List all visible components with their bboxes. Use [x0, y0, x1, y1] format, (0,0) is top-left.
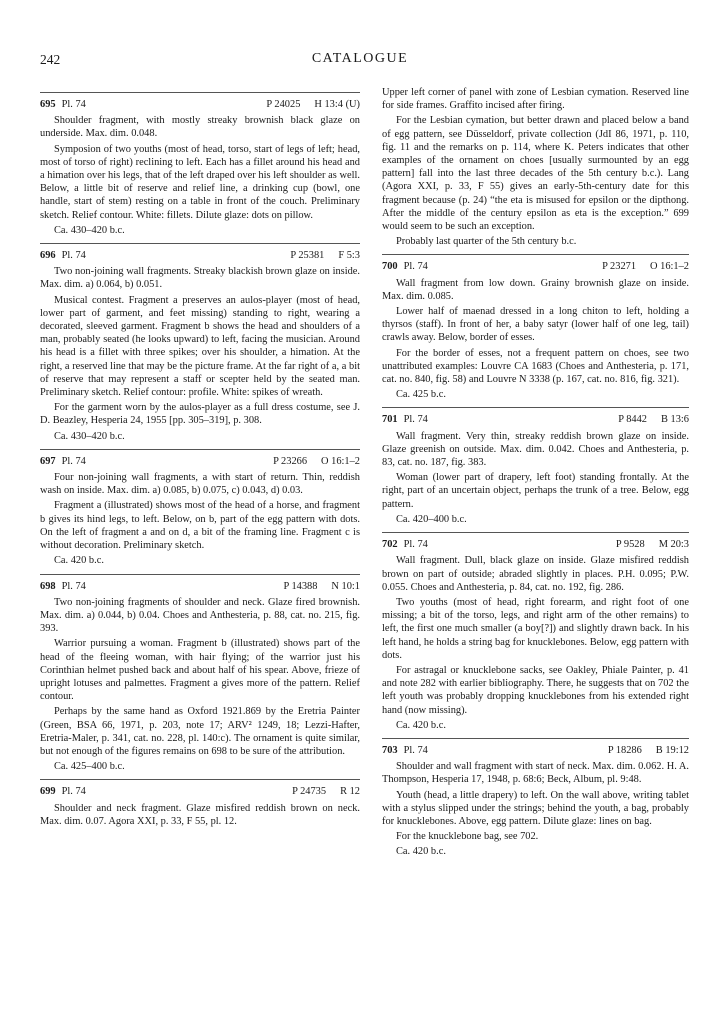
entry-id — [40, 249, 86, 262]
inventory-number: P 8442 — [618, 414, 647, 426]
entry-header — [382, 260, 689, 273]
entry-divider — [40, 779, 360, 780]
entry-paragraph: Probably last quarter of the 5th century b.c. — [396, 236, 577, 248]
deposit-ref: M 20:3 — [658, 539, 689, 551]
entry-id — [382, 538, 428, 551]
entry-paragraph: Two youths (most of head, right forearm, and right foot of one missing; a bit of the torso, legs, and right arm of the other remains) to left, the first one much smaller (a boy[?]) and slightly drawn back. In his left hand, he holds a string bag for knucklebones. Below, egg pattern with dots. — [382, 596, 689, 661]
entry-number: 698 — [40, 580, 56, 592]
entry-refs — [290, 249, 360, 262]
entry-header — [382, 744, 689, 757]
entry-refs — [283, 580, 360, 593]
entry-id — [40, 455, 86, 468]
entry-divider — [40, 92, 360, 93]
catalogue-entry — [382, 407, 689, 526]
entry-number: 697 — [40, 455, 56, 467]
entry-divider — [382, 254, 689, 255]
entry-id — [40, 785, 86, 798]
entry-refs — [266, 98, 360, 111]
entry-refs — [608, 744, 689, 757]
entry-plate: Pl. 74 — [61, 580, 86, 592]
entry-divider — [382, 532, 689, 533]
deposit-ref: B 13:6 — [660, 414, 689, 426]
inventory-number: P 24735 — [292, 786, 327, 798]
entry-paragraph: Youth (head, a little drapery) to left. On the wall above, writing tablet with a stylus slipped under the strings; behind the youth, a bag, probably for knucklebones. Above, egg pattern. Dilute glaze: lines on bag. — [382, 789, 689, 827]
entry-paragraph: For the Lesbian cymation, but better drawn and placed below a band of egg pattern, see Düsseldorf, private collection (JdI 86, 1971, p. 110, fig. 11 and the remarks on p. 114, where K. Peters indicates that other examples of the ornament on choes [usually surmounted by an egg pattern] fall into the last three decades of the 5th century b.c.). Lang (Agora XXI, p. 33, F 55) gives an early-5th-century date for this fragment because (p. 24) “the eta is misused for epsilon or the dipthong. After the middle of the century epsilon as eta is the exception.” 699 would seem to be such an exception. — [382, 115, 689, 233]
deposit-ref: F 5:3 — [338, 250, 360, 262]
entry-number: 702 — [382, 539, 398, 551]
entry-paragraph: Woman (lower part of drapery, left foot) standing frontally. At the right, part of an uncertain object, perhaps the trunk of a tree. Below, egg pattern. — [382, 472, 689, 510]
entry-date: Ca. 430–420 b.c. — [54, 430, 125, 442]
entry-paragraph: Two non-joining wall fragments. Streaky blackish brown glaze on inside. Max. dim. a) 0.064, b) 0.051. — [40, 266, 360, 291]
entry-plate: Pl. 74 — [403, 414, 428, 426]
entry-date: Ca. 420–400 b.c. — [396, 513, 467, 525]
entry-plate: Pl. 74 — [403, 261, 428, 273]
entry-paragraph: Shoulder fragment, with mostly streaky brownish black glaze on underside. Max. dim. 0.048. — [40, 115, 360, 140]
entry-paragraph: Two non-joining fragments of shoulder and neck. Glaze fired brownish. Max. dim. a) 0.044, b) 0.04. Choes and Anthesteria, p. 88, cat. no. 215, fig. 393. — [40, 596, 360, 635]
deposit-ref: H 13:4 (U) — [314, 99, 360, 110]
running-head: CATALOGUE — [311, 51, 409, 66]
entry-divider — [382, 407, 689, 408]
inventory-number: P 14388 — [283, 580, 318, 592]
deposit-ref: N 10:1 — [331, 580, 360, 592]
entry-number: 701 — [382, 414, 398, 426]
entry-date: Ca. 420 b.c. — [396, 719, 446, 731]
inventory-number: P 23266 — [273, 455, 308, 467]
entry-refs — [292, 785, 360, 798]
entry-paragraph: For the knucklebone bag, see 702. — [396, 831, 539, 843]
entry-paragraph: Wall fragment. Dull, black glaze on inside. Glaze misfired reddish brown on part of outside; abraded slightly in places. P.H. 0.095; P.W. 0.055. Choes and Anthesteria, p. 84, cat. no. 192, fig. 286. — [382, 555, 689, 593]
entry-id — [40, 98, 86, 111]
catalogue-entry — [40, 243, 360, 443]
catalogue-entry — [40, 92, 360, 237]
catalogue-entry — [40, 779, 360, 828]
entry-refs — [602, 260, 689, 273]
right-column — [382, 86, 689, 859]
entry-paragraph: Musical contest. Fragment a preserves an aulos-player (most of head, lower part of garment, and feet missing) standing to right, wearing a decorated, sleeved garment. Fragment b shows the head and shoulders of a man, probably seated (he looks upward) to left, facing the musician. Around his head is a fillet with three spikes; over his shoulder, a himation. At the right, a reserved line that may be the picture frame. At the far right of a, a bit of reserve that may represent a staff or scepter held by the seated man. Preliminary sketch. Relief contour: profile. White: spikes of wreath. — [40, 294, 360, 399]
entry-plate: Pl. 74 — [403, 539, 428, 551]
entry-date: Ca. 425–400 b.c. — [54, 761, 125, 773]
entry-plate: Pl. 74 — [61, 455, 86, 467]
entry-date: Ca. 430–420 b.c. — [54, 224, 125, 236]
entry-date: Ca. 425 b.c. — [396, 389, 446, 401]
entry-refs — [616, 538, 689, 551]
catalogue-entry — [382, 532, 689, 732]
inventory-number: P 9528 — [615, 539, 645, 551]
entry-id — [382, 413, 428, 426]
entry-paragraph: Fragment a (illustrated) shows most of the head of a horse, and fragment b gives its hind legs, to left. Below, on b, part of the egg pattern with dots. On the left of fragment a and on d, a bit of the framing line. Fragment c is without decoration. Preliminary sketch. — [40, 500, 360, 552]
entry-divider — [40, 243, 360, 244]
deposit-ref: O 16:1–2 — [321, 455, 360, 467]
entry-paragraph: Upper left corner of panel with zone of Lesbian cymation. Reserved line for side frames. Graffito incised after firing. — [382, 87, 689, 112]
entry-number: 700 — [382, 261, 398, 273]
entry-header — [382, 538, 689, 551]
entry-id — [382, 260, 428, 273]
entry-paragraph: Wall fragment. Very thin, streaky reddish brown glaze on inside. Glaze greenish on outside. Max. dim. 0.042. Choes and Anthesteria, p. 83, cat. no. 187, fig. 383. — [382, 430, 689, 469]
entry-plate: Pl. 74 — [403, 744, 428, 756]
deposit-ref: B 19:12 — [655, 744, 689, 756]
inventory-number: P 18286 — [607, 744, 642, 756]
deposit-ref: R 12 — [340, 786, 360, 798]
entry-plate: Pl. 74 — [61, 786, 86, 798]
entry-paragraph: Warrior pursuing a woman. Fragment b (illustrated) shows part of the head of the fleeing woman, with hair flying; of the warrior just his Corinthian helmet pushed back and about half of his spear. Above, frieze of upright lotuses and palmettes. Fragment a gives more of the pattern. Relief contour. — [40, 638, 360, 703]
entry-plate: Pl. 74 — [61, 99, 86, 110]
entry-paragraph: Shoulder and neck fragment. Glaze misfired reddish brown on neck. Max. dim. 0.07. Agora XXI, p. 33, F 55, pl. 12. — [40, 802, 360, 827]
entry-paragraph: Four non-joining wall fragments, a with start of return. Thin, reddish wash on inside. Max. dim. a) 0.085, b) 0.075, c) 0.043, d) 0.03. — [40, 472, 360, 497]
entry-refs — [618, 413, 689, 426]
entry-header — [40, 580, 360, 593]
entry-paragraph: For astragal or knucklebone sacks, see Oakley, Phiale Painter, p. 41 and note 282 with earlier bibliography. There, he suggests that on 702 the left youth was probably dropping knucklebones from his extended right hand (now missing). — [382, 664, 689, 716]
entry-number: 703 — [382, 744, 398, 756]
entry-header — [40, 98, 360, 111]
entry-date: Ca. 420 b.c. — [396, 846, 446, 858]
entry-id — [382, 744, 428, 757]
entry-paragraph: For the garment worn by the aulos-player as a full dress costume, see J. D. Beazley, Hesperia 24, 1955 [pp. 305–319], p. 308. — [40, 402, 360, 427]
entry-number: 695 — [40, 99, 56, 110]
catalogue-entry — [40, 449, 360, 568]
entry-paragraph: Wall fragment from low down. Grainy brownish glaze on inside. Max. dim. 0.085. — [382, 277, 689, 302]
page-header — [40, 52, 680, 72]
entry-number: 699 — [40, 786, 56, 798]
entry-refs — [273, 455, 360, 468]
left-column — [40, 86, 360, 830]
page-number: 242 — [40, 52, 61, 67]
catalogue-entry — [382, 738, 689, 859]
deposit-ref: O 16:1–2 — [650, 261, 689, 273]
entry-paragraph: Lower half of maenad dressed in a long chiton to left, holding a thyrsos (staff). In front of her, a baby satyr (lower half of one leg, tail) crawls away. Below, border of esses. — [382, 306, 689, 344]
entry-divider — [382, 738, 689, 739]
entry-plate: Pl. 74 — [61, 250, 86, 262]
entry-header — [40, 249, 360, 262]
entry-paragraph: For the border of esses, not a frequent pattern on choes, see two unattributed examples: Louvre CA 1683 (Choes and Anthesteria, p. 171, cat. no. 840, fig. 58) and Louvre N 3338 (p. 167, cat. no. 816, fig. 321). — [382, 347, 689, 386]
entry-divider — [40, 574, 360, 575]
entry-header — [40, 455, 360, 468]
entry-header — [40, 785, 360, 798]
entry-paragraph: Shoulder and wall fragment with start of neck. Max. dim. 0.062. H. A. Thompson, Hesperia 17, 1948, p. 68:6; Beck, Album, pl. 9:48. — [382, 761, 689, 786]
entry-number: 696 — [40, 250, 56, 262]
inventory-number: P 23271 — [602, 261, 637, 273]
inventory-number: P 25381 — [290, 250, 325, 262]
entry-date: Ca. 420 b.c. — [54, 555, 104, 567]
entry-divider — [40, 449, 360, 450]
catalogue-entry — [40, 574, 360, 774]
entry-header — [382, 413, 689, 426]
inventory-number: P 24025 — [266, 99, 301, 110]
entry-id — [40, 580, 86, 593]
entry-paragraph: Symposion of two youths (most of head, torso, start of legs of left; head, most of torso of right) reclining to left. Each has a fillet around his head and a himation over his legs, that of the left draped over his left shoulder as well. Below, a little bit of reserve and relief line, a drinking cup (bowl, one handle, start of stem) resting on a table in front of the couch. Preliminary sketch. Relief contour. White: fillets. Dilute glaze: dots on pillow. — [40, 143, 360, 221]
catalogue-entry — [382, 254, 689, 401]
entry-paragraph: Perhaps by the same hand as Oxford 1921.869 by the Eretria Painter (Green, BSA 66, 1971, p. 203, note 17; ARV² 1249, 18; Lezzi-Hafter, Eretria-Maler, p. 341, cat. no. 228, pl. 140:c). The ornament is quite similar, but not enough of the figures remains on 698 to be sure of the attribution. — [40, 706, 360, 757]
